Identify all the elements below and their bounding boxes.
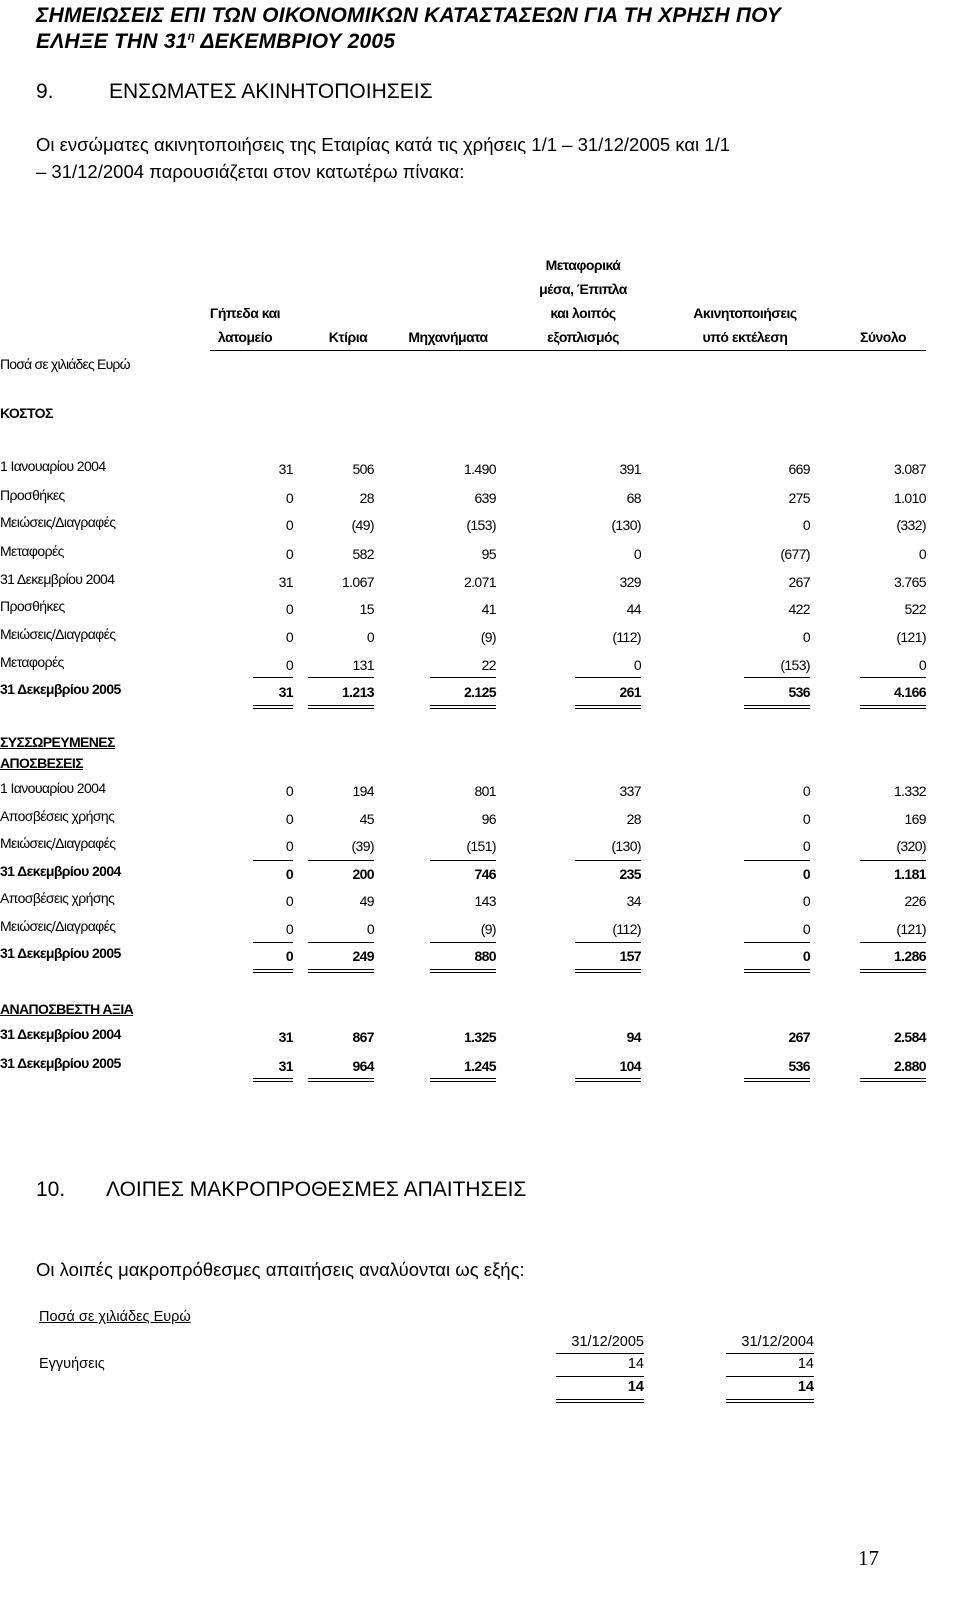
total-rule xyxy=(430,677,496,678)
table-cell: 0 xyxy=(285,629,293,645)
table-cell: 96 xyxy=(481,811,496,827)
table-cell: 422 xyxy=(788,601,810,617)
col-header-buildings: Κτίρια xyxy=(328,329,368,345)
table-cell: 31 xyxy=(278,574,293,590)
table-cell: 0 xyxy=(285,783,293,799)
col-header-vehicles: Μεταφορικά xyxy=(545,257,621,273)
total-rule xyxy=(253,1078,293,1082)
total-rule xyxy=(430,942,496,943)
table-cell: 31 xyxy=(278,1058,293,1074)
col-header-vehicles: εξοπλισμός xyxy=(547,329,619,345)
table-cell: 0 xyxy=(285,893,293,909)
table-cell: 0 xyxy=(802,629,810,645)
table-cell: (121) xyxy=(896,629,926,645)
table-row-label: 31 Δεκεμβρίου 2005 xyxy=(0,681,121,697)
depreciation-title-1: ΣΥΣΣΩΡΕΥΜΕΝΕΣ xyxy=(0,734,115,750)
table-cell: (130) xyxy=(611,838,641,854)
total-rule xyxy=(744,1078,810,1082)
table-cell: 261 xyxy=(619,684,641,700)
table-cell: 68 xyxy=(626,490,641,506)
table-cell: 582 xyxy=(352,546,374,562)
total-rule xyxy=(860,677,926,678)
table-cell: 275 xyxy=(788,490,810,506)
table-cell: 41 xyxy=(481,601,496,617)
total-rule xyxy=(744,969,810,973)
col-header-2004: 31/12/2004 xyxy=(741,1334,814,1350)
total-2005: 14 xyxy=(627,1379,644,1395)
table-cell: 0 xyxy=(802,783,810,799)
table-cell: 104 xyxy=(619,1058,641,1074)
table-cell: 639 xyxy=(474,490,496,506)
total-rule xyxy=(253,969,293,973)
table-cell: 0 xyxy=(802,948,810,964)
table-row-label: 31 Δεκεμβρίου 2004 xyxy=(0,571,115,587)
total-rule xyxy=(860,969,926,973)
table-cell: 964 xyxy=(352,1058,374,1074)
table-cell: 0 xyxy=(366,629,374,645)
table-row-label: 1 Ιανουαρίου 2004 xyxy=(0,780,106,796)
table-cell: 0 xyxy=(918,546,926,562)
table-cell: (677) xyxy=(780,546,810,562)
total-rule xyxy=(430,860,496,861)
table-cell: 329 xyxy=(619,574,641,590)
guarantees-label: Εγγυήσεις xyxy=(39,1356,105,1372)
table-cell: 31 xyxy=(278,684,293,700)
section9-number: 9. xyxy=(36,80,54,103)
table-cell: 391 xyxy=(619,461,641,477)
document-header-line2: ΕΛΗΞΕ ΤΗΝ $31^\eta$ ΔΕΚΕΜΒΡΙΟΥ 2005 xyxy=(36,29,396,53)
table-cell: 49 xyxy=(359,893,374,909)
col-header-total: Σύνολο xyxy=(859,329,907,345)
table-cell: 267 xyxy=(788,1029,810,1045)
table-cell: 28 xyxy=(626,811,641,827)
table-cell: (332) xyxy=(896,517,926,533)
total-rule xyxy=(744,677,810,678)
table-cell: 0 xyxy=(802,811,810,827)
section10-unit-label: Ποσά σε χιλιάδες Ευρώ xyxy=(39,1309,191,1325)
table-cell: 169 xyxy=(904,811,926,827)
table-cell: 522 xyxy=(904,601,926,617)
total-rule xyxy=(744,860,810,861)
table-cell: (121) xyxy=(896,921,926,937)
col-header-construction: υπό εκτέλεση xyxy=(702,329,788,345)
table-row-label: 31 Δεκεμβρίου 2004 xyxy=(0,863,121,879)
table-cell: 131 xyxy=(352,657,374,673)
table-row-label: Μειώσεις/Διαγραφές xyxy=(0,514,116,530)
table-row-label: Αποσβέσεις χρήσης xyxy=(0,808,115,824)
table-cell: 1.181 xyxy=(893,866,926,882)
total-rule xyxy=(308,860,374,861)
col-rule-2005 xyxy=(556,1353,644,1354)
table-cell: 45 xyxy=(359,811,374,827)
table-cell: 801 xyxy=(474,783,496,799)
total-rule xyxy=(253,705,293,709)
table-cell: 1.010 xyxy=(893,490,926,506)
table-cell: 1.067 xyxy=(341,574,374,590)
table-cell: 880 xyxy=(474,948,496,964)
table-cell: 0 xyxy=(285,517,293,533)
table-cell: 0 xyxy=(285,838,293,854)
total-rule-2004 xyxy=(726,1376,814,1377)
section9-intro-line1: Οι ενσώματες ακινητοποιήσεις της Εταιρίας κατά τις χρήσεις 1/1 – 31/12/2005 και 1/1 xyxy=(36,134,731,155)
cost-section-title: ΚΟΣΤΟΣ xyxy=(0,405,53,421)
table-cell: (151) xyxy=(466,838,496,854)
table-cell: 249 xyxy=(352,948,374,964)
col-rule-2004 xyxy=(726,1353,814,1354)
table-cell: 3.087 xyxy=(893,461,926,477)
table-cell: 2.071 xyxy=(463,574,496,590)
table-cell: (112) xyxy=(612,629,641,645)
total-double-rule-2004 xyxy=(726,1399,814,1403)
total-rule xyxy=(860,860,926,861)
document-header-line1: ΣΗΜΕΙΩΣΕΙΣ ΕΠΙ ΤΩΝ ΟΙΚΟΝΟΜΙΚΩΝ ΚΑΤΑΣΤΑΣΕΩΝ ΓΙΑ ΤΗ ΧΡΗΣΗ ΠΟΥ xyxy=(36,4,782,27)
table-cell: 0 xyxy=(633,657,641,673)
table-cell: (39) xyxy=(351,838,374,854)
table-cell: 0 xyxy=(802,893,810,909)
table-cell: 95 xyxy=(481,546,496,562)
table-cell: 2.584 xyxy=(893,1029,926,1045)
table-cell: (49) xyxy=(351,517,374,533)
total-rule xyxy=(575,942,641,943)
table-cell: 1.332 xyxy=(893,783,926,799)
table-cell: 2.880 xyxy=(893,1058,926,1074)
total-rule xyxy=(575,1078,641,1082)
table-cell: 0 xyxy=(285,657,293,673)
table-cell: 267 xyxy=(788,574,810,590)
section10-intro: Οι λοιπές μακροπρόθεσμες απαιτήσεις αναλύονται ως εξής: xyxy=(36,1259,525,1280)
table-cell: 31 xyxy=(278,461,293,477)
table-cell: 1.286 xyxy=(893,948,926,964)
guarantees-2004: 14 xyxy=(797,1356,814,1372)
table-cell: 22 xyxy=(481,657,496,673)
table-cell: 0 xyxy=(633,546,641,562)
table-cell: (130) xyxy=(611,517,641,533)
total-rule xyxy=(430,969,496,973)
col-header-land: λατομείο xyxy=(217,329,273,345)
total-rule xyxy=(575,677,641,678)
table-cell: 867 xyxy=(352,1029,374,1045)
table-cell: 0 xyxy=(802,866,810,882)
col-header-vehicles: και λοιπός xyxy=(550,305,616,321)
table-row-label: 31 Δεκεμβρίου 2004 xyxy=(0,1026,121,1042)
table-unit-label: Ποσά σε χιλιάδες Ευρώ xyxy=(0,356,130,372)
table-cell: 1.213 xyxy=(341,684,374,700)
table-cell: 0 xyxy=(802,921,810,937)
table-cell: 235 xyxy=(619,866,641,882)
table-cell: 3.765 xyxy=(893,574,926,590)
table-cell: 0 xyxy=(285,948,293,964)
table-row-label: 31 Δεκεμβρίου 2005 xyxy=(0,1055,121,1071)
depreciation-title-2: ΑΠΟΣΒΕΣΕΙΣ xyxy=(0,755,83,771)
total-rule-2005 xyxy=(556,1376,644,1377)
col-header-vehicles: μέσα, Έπιπλα xyxy=(539,281,627,297)
table-cell: 746 xyxy=(474,866,496,882)
table-cell: 143 xyxy=(474,893,496,909)
total-rule xyxy=(860,942,926,943)
section9-intro-line2: – 31/12/2004 παρουσιάζεται στον κατωτέρω πίνακα: xyxy=(36,161,465,182)
table-cell: 0 xyxy=(285,866,293,882)
table-cell: 536 xyxy=(788,684,810,700)
table-cell: 0 xyxy=(366,921,374,937)
section10-title: ΛΟΙΠΕΣ ΜΑΚΡΟΠΡΟΘΕΣΜΕΣ ΑΠΑΙΤΗΣΕΙΣ xyxy=(106,1178,527,1201)
table-cell: 28 xyxy=(359,490,374,506)
table-row-label: Μεταφορές xyxy=(0,654,64,670)
table-cell: 44 xyxy=(626,601,641,617)
table-cell: 1.490 xyxy=(463,461,496,477)
table-row-label: Αποσβέσεις χρήσης xyxy=(0,890,115,906)
total-double-rule-2005 xyxy=(556,1399,644,1403)
table-cell: 0 xyxy=(285,490,293,506)
table-cell: 669 xyxy=(788,461,810,477)
total-rule xyxy=(430,1078,496,1082)
table-cell: 337 xyxy=(619,783,641,799)
table-cell: (112) xyxy=(612,921,641,937)
page-number: 17 xyxy=(858,1546,879,1570)
total-rule xyxy=(860,1078,926,1082)
table-cell: 4.166 xyxy=(893,684,926,700)
total-rule xyxy=(308,677,374,678)
table-cell: 2.125 xyxy=(463,684,496,700)
total-rule xyxy=(308,969,374,973)
table-cell: 15 xyxy=(359,601,374,617)
table-cell: 31 xyxy=(278,1029,293,1045)
table-cell: 0 xyxy=(285,601,293,617)
table-cell: 200 xyxy=(352,866,374,882)
table-cell: 0 xyxy=(285,811,293,827)
total-rule xyxy=(744,942,810,943)
table-cell: 0 xyxy=(285,921,293,937)
table-row-label: Μειώσεις/Διαγραφές xyxy=(0,918,116,934)
total-rule xyxy=(430,705,496,709)
col-header-construction: Ακινητοποιήσεις xyxy=(693,305,797,321)
table-row-label: Μεταφορές xyxy=(0,543,64,559)
table-row-label: 31 Δεκεμβρίου 2005 xyxy=(0,945,121,961)
table-cell: 0 xyxy=(802,517,810,533)
col-header-machinery: Μηχανήματα xyxy=(408,329,488,345)
total-rule xyxy=(308,942,374,943)
total-rule xyxy=(575,969,641,973)
total-rule xyxy=(308,1078,374,1082)
net-book-value-title: ΑΝΑΠΟΣΒΕΣΤΗ ΑΞΙΑ xyxy=(0,1001,134,1017)
total-rule xyxy=(575,705,641,709)
table-cell: (153) xyxy=(466,517,496,533)
table-row-label: 1 Ιανουαρίου 2004 xyxy=(0,458,106,474)
table-cell: (320) xyxy=(896,838,926,854)
total-2004: 14 xyxy=(797,1379,814,1395)
table-row-label: Μειώσεις/Διαγραφές xyxy=(0,626,116,642)
col-header-2005: 31/12/2005 xyxy=(571,1334,644,1350)
table-cell: (9) xyxy=(480,921,496,937)
table-row-label: Προσθήκες xyxy=(0,487,65,503)
table-cell: (9) xyxy=(480,629,496,645)
total-rule xyxy=(308,705,374,709)
total-rule xyxy=(253,860,293,861)
header-rule xyxy=(210,350,926,351)
table-row-label: Προσθήκες xyxy=(0,598,65,614)
total-rule xyxy=(860,705,926,709)
col-header-land: Γήπεδα και xyxy=(209,305,281,321)
table-cell: 157 xyxy=(619,948,641,964)
total-rule xyxy=(253,677,293,678)
table-cell: 34 xyxy=(626,893,641,909)
table-cell: 0 xyxy=(285,546,293,562)
total-rule xyxy=(575,860,641,861)
table-cell: (153) xyxy=(780,657,810,673)
section9-title: ΕΝΣΩΜΑΤΕΣ ΑΚΙΝΗΤΟΠΟΙΗΣΕΙΣ xyxy=(109,80,433,103)
table-cell: 1.245 xyxy=(463,1058,496,1074)
table-cell: 194 xyxy=(352,783,374,799)
table-cell: 0 xyxy=(802,838,810,854)
table-cell: 226 xyxy=(904,893,926,909)
table-cell: 1.325 xyxy=(463,1029,496,1045)
table-cell: 536 xyxy=(788,1058,810,1074)
section10-number: 10. xyxy=(36,1178,66,1201)
table-row-label: Μειώσεις/Διαγραφές xyxy=(0,835,116,851)
total-rule xyxy=(253,942,293,943)
table-cell: 0 xyxy=(918,657,926,673)
table-cell: 94 xyxy=(626,1029,641,1045)
guarantees-2005: 14 xyxy=(627,1356,644,1372)
total-rule xyxy=(744,705,810,709)
table-cell: 506 xyxy=(352,461,374,477)
